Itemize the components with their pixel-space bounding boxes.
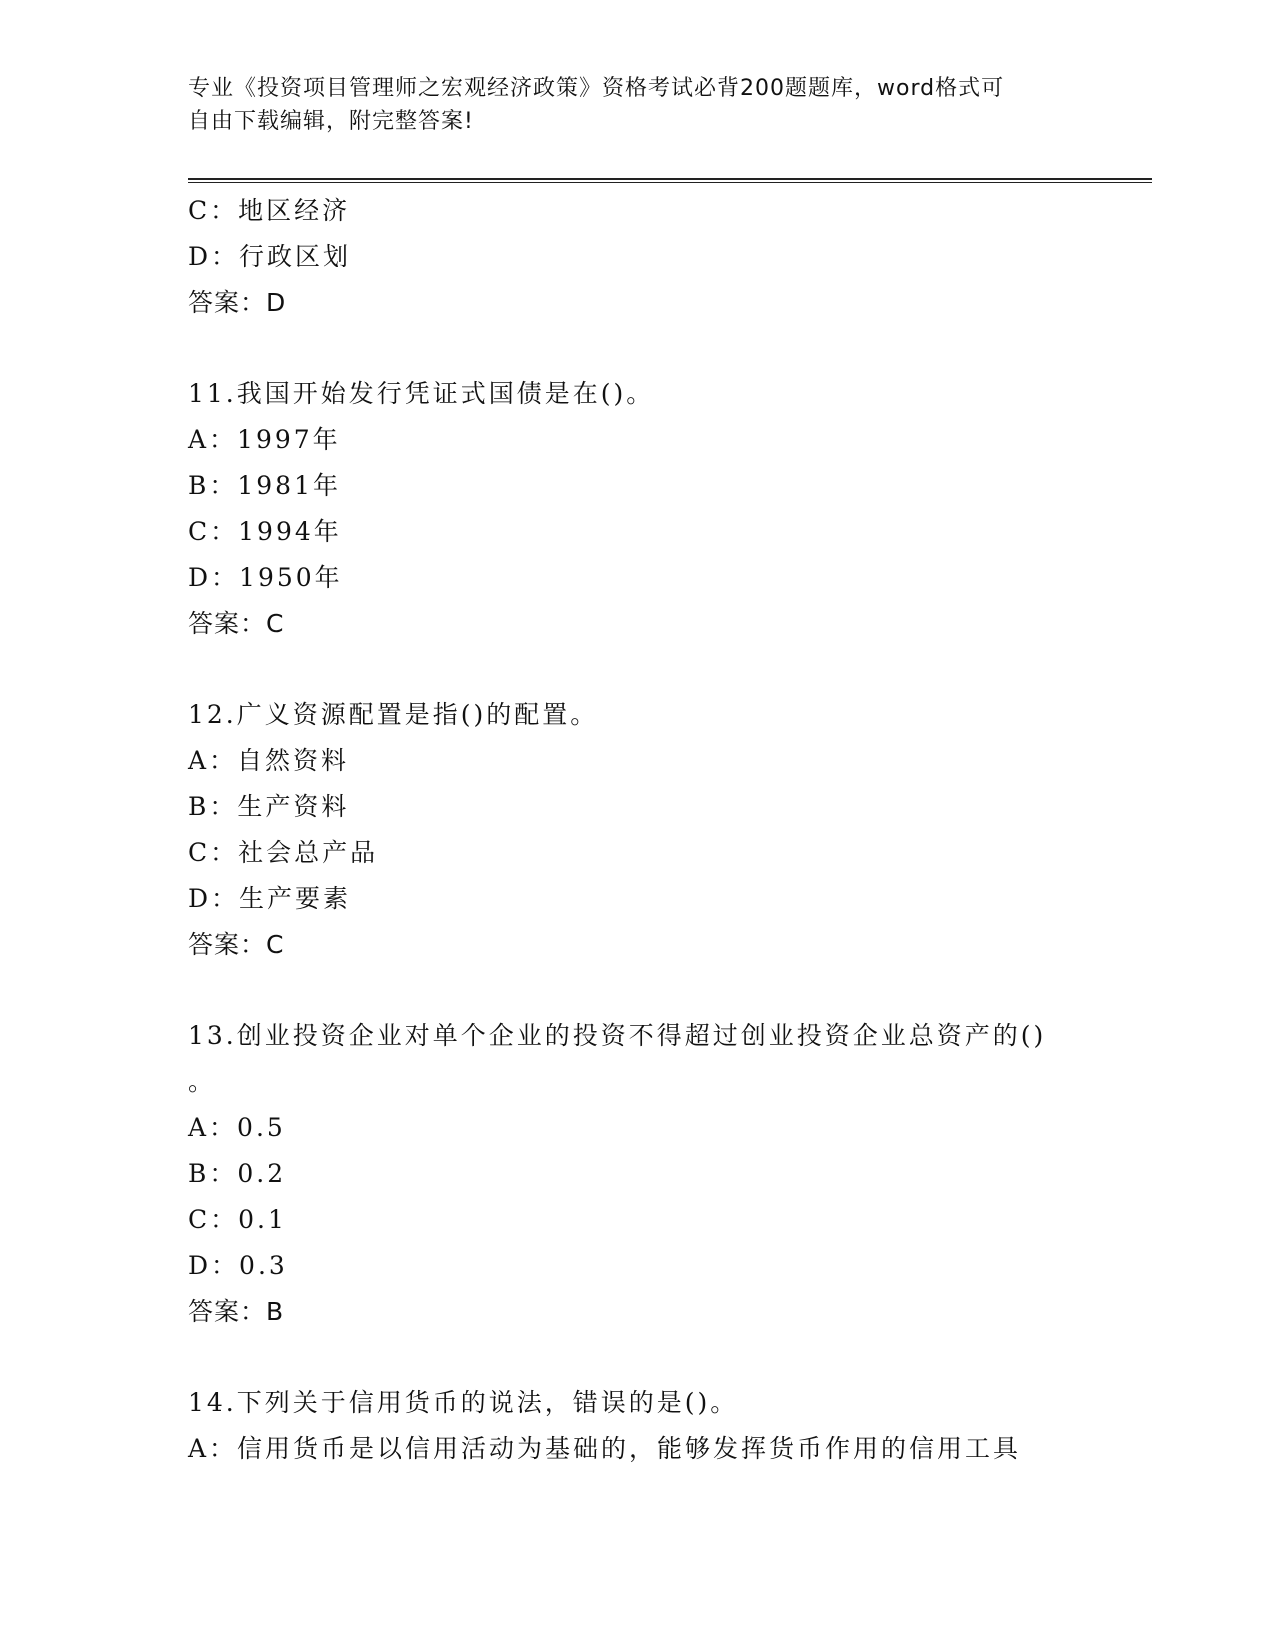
question-11 — [188, 371, 1088, 647]
answer: 答案：D — [188, 288, 287, 317]
answer: 答案：C — [188, 930, 285, 959]
option-d: D：生产要素 — [188, 884, 352, 913]
question-13 — [188, 1013, 1088, 1335]
option-b: B：1981年 — [188, 471, 341, 500]
option-a: A：0.5 — [188, 1113, 286, 1142]
answer: 答案：C — [188, 609, 285, 638]
option-b: B：0.2 — [188, 1159, 287, 1188]
option-a: A：信用货币是以信用活动为基础的，能够发挥货币作用的信用工具 — [188, 1434, 1022, 1463]
option-d: D：行政区划 — [188, 242, 352, 271]
option-a: A：1997年 — [188, 425, 341, 454]
answer: 答案：B — [188, 1297, 285, 1326]
option-d: D：0.3 — [188, 1251, 288, 1280]
document-header — [188, 72, 1068, 138]
option-c: C：地区经济 — [188, 196, 351, 225]
question-12 — [188, 692, 1088, 968]
question-stem: 11.我国开始发行凭证式国债是在()。 — [188, 379, 655, 408]
header-line-1: 专业《投资项目管理师之宏观经济政策》资格考试必背200题题库，word格式可 — [188, 76, 1005, 101]
question-stem: 12.广义资源配置是指()的配置。 — [188, 700, 599, 729]
option-c: C：社会总产品 — [188, 838, 379, 867]
question-10-tail — [188, 188, 1088, 326]
option-a: A：自然资料 — [188, 746, 350, 775]
header-divider — [188, 178, 1152, 183]
header-line-2: 自由下载编辑，附完整答案! — [188, 109, 474, 134]
option-d: D：1950年 — [188, 563, 343, 592]
option-b: B：生产资料 — [188, 792, 350, 821]
question-stem-continuation: 。 — [188, 1067, 217, 1096]
question-stem: 13.创业投资企业对单个企业的投资不得超过创业投资企业总资产的() — [188, 1021, 1047, 1050]
option-c: C：1994年 — [188, 517, 342, 546]
question-list — [188, 188, 1088, 1472]
option-c: C：0.1 — [188, 1205, 287, 1234]
question-stem: 14.下列关于信用货币的说法，错误的是()。 — [188, 1388, 739, 1417]
question-14 — [188, 1380, 1088, 1472]
